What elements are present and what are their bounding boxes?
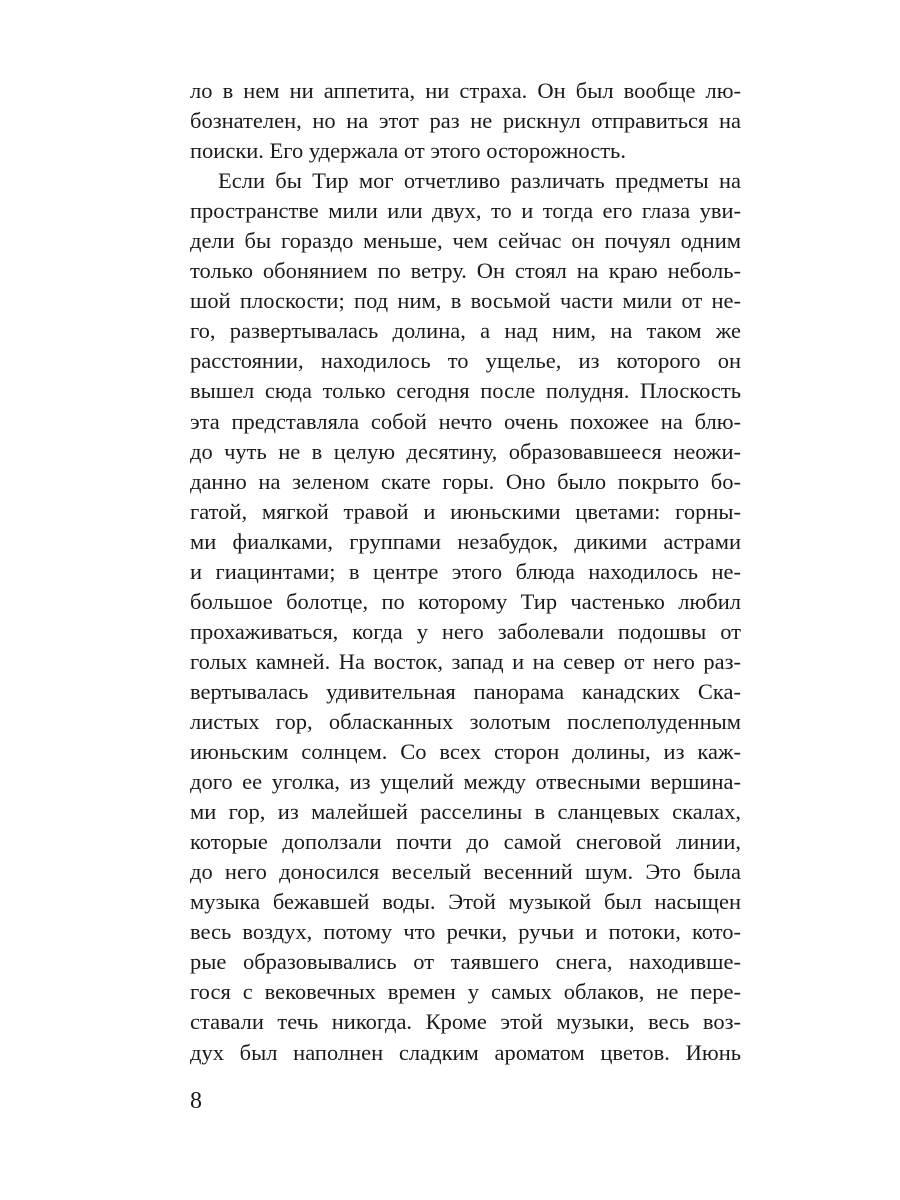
text-line: гося с вековечных времен у самых облаков, не пере- — [190, 979, 741, 1005]
text-line: дели бы гораздо меньше, чем сейчас он почуял одним — [190, 228, 741, 254]
text-line: расстоянии, находилось то ущелье, из которого он — [190, 348, 741, 374]
text-line: большое болотце, по которому Тир частенько любил — [190, 588, 741, 614]
text-line: дого ее уголка, из ущелий между отвесными вершина- — [190, 769, 741, 795]
text-line: листых гор, обласканных золотым послеполуденным — [190, 708, 741, 734]
text-line: данно на зеленом скате горы. Оно было покрыто бо- — [190, 468, 741, 494]
text-line: ми фиалками, группами незабудок, дикими астрами — [190, 528, 741, 554]
text-line: шой плоскости; под ним, в восьмой части мили от не- — [190, 288, 741, 314]
text-line: которые доползали почти до самой снеговой линии, — [190, 829, 741, 855]
text-line: голых камней. На восток, запад и на север от него раз- — [190, 648, 741, 674]
text-line: ло в нем ни аппетита, ни страха. Он был вообще лю- — [190, 78, 741, 103]
text-line: эта представляла собой нечто очень похожее на блю- — [190, 408, 741, 434]
text-line: пространстве мили или двух, то и тогда его глаза уви- — [190, 198, 741, 224]
text-line: до него доносился веселый весенний шум. Это была — [190, 859, 741, 885]
page-body-text — [190, 76, 741, 1068]
text-line: рые образовывались от таявшего снега, находивше- — [190, 949, 741, 975]
text-line: только обонянием по ветру. Он стоял на краю неболь- — [190, 258, 741, 284]
text-line: весь воздух, потому что речки, ручьи и потоки, кото- — [190, 919, 741, 945]
text-line: гатой, мягкой травой и июньскими цветами: горны- — [190, 498, 741, 524]
text-line: и гиацинтами; в центре этого блюда находилось не- — [190, 558, 741, 584]
text-line: до чуть не в целую десятину, образовавшееся неожи- — [190, 438, 741, 464]
text-line: ставали течь никогда. Кроме этой музыки, весь воз- — [190, 1009, 741, 1035]
text-line: бознателен, но на этот раз не рискнул отправиться на — [190, 108, 741, 134]
text-line: ми гор, из малейшей расселины в сланцевых скалах, — [190, 799, 741, 825]
text-line: вертывалась удивительная панорама канадских Ска- — [190, 678, 741, 704]
text-line: Если бы Тир мог отчетливо различать предметы на — [218, 168, 741, 194]
text-line: вышел сюда только сегодня после полудня. Плоскость — [190, 378, 741, 404]
text-line: го, развертывалась долина, а над ним, на таком же — [190, 318, 741, 344]
page-number: 8 — [190, 1088, 202, 1114]
text-line: прохаживаться, когда у него заболевали подошвы от — [190, 618, 741, 644]
text-line: музыка бежавшей воды. Этой музыкой был насыщен — [190, 889, 741, 915]
text-line: поиски. Его удержала от этого осторожность. — [190, 138, 626, 164]
text-line: дух был наполнен сладким ароматом цветов. Июнь — [190, 1039, 741, 1065]
text-line: июньским солнцем. Со всех сторон долины, из каж- — [190, 739, 741, 765]
